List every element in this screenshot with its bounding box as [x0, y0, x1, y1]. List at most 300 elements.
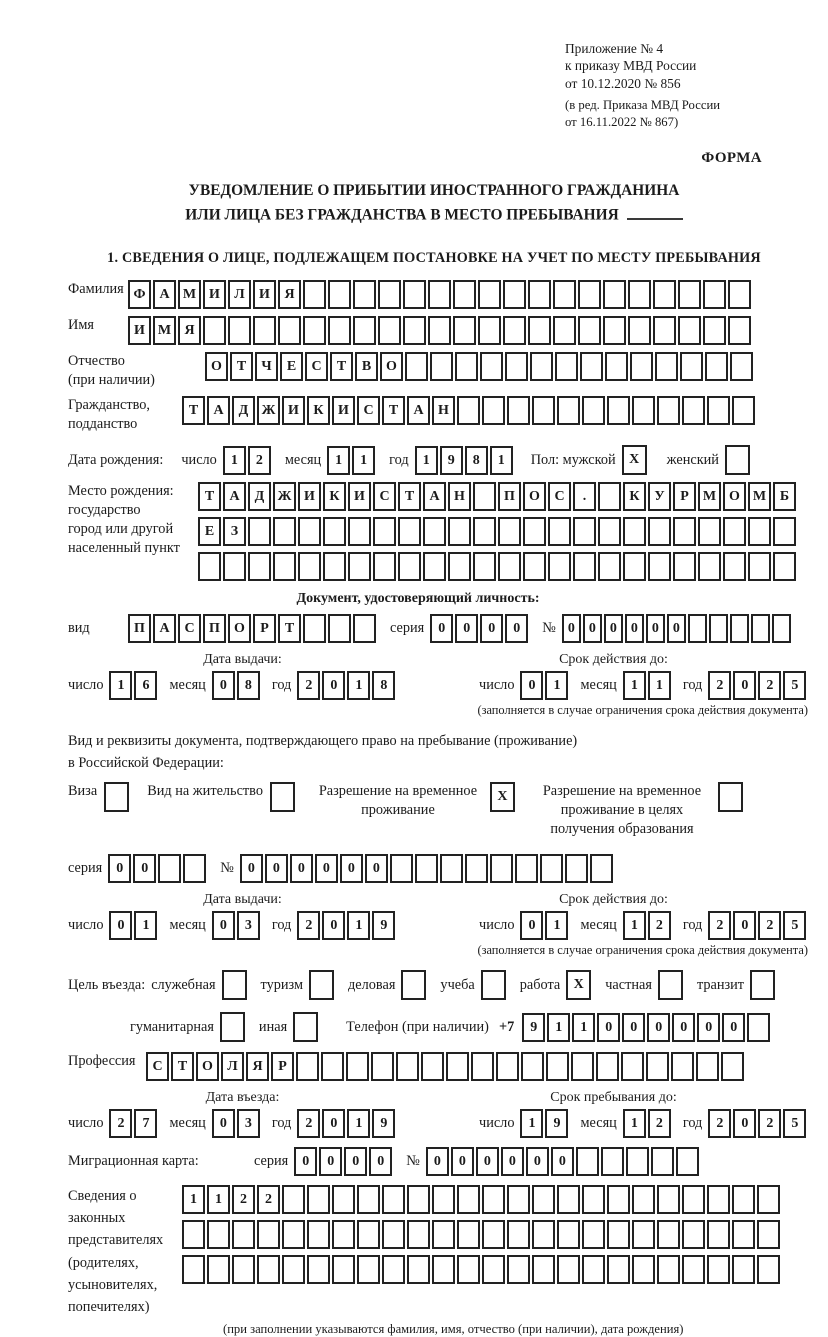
char-box[interactable]: 2: [708, 911, 731, 940]
char-box[interactable]: [398, 552, 421, 581]
char-box[interactable]: И: [253, 280, 276, 309]
char-box[interactable]: 0: [583, 614, 602, 643]
char-box[interactable]: [657, 1185, 680, 1214]
char-box[interactable]: [232, 1220, 255, 1249]
char-box[interactable]: 1: [520, 1109, 543, 1138]
char-box[interactable]: 1: [623, 671, 646, 700]
char-box[interactable]: [328, 316, 351, 345]
char-box[interactable]: [623, 517, 646, 546]
char-box[interactable]: [503, 280, 526, 309]
char-box[interactable]: [182, 1220, 205, 1249]
char-box[interactable]: [607, 1255, 630, 1284]
char-box[interactable]: А: [207, 396, 230, 425]
char-box[interactable]: [303, 614, 326, 643]
char-box[interactable]: 9: [440, 446, 463, 475]
identity-doc-series-boxes[interactable]: [430, 614, 530, 643]
char-box[interactable]: [703, 280, 726, 309]
char-box[interactable]: 9: [522, 1013, 545, 1042]
char-box[interactable]: [678, 316, 701, 345]
char-box[interactable]: [296, 1052, 319, 1081]
char-box[interactable]: [378, 280, 401, 309]
purpose-tourism-checkbox[interactable]: [309, 970, 336, 1000]
char-box[interactable]: 1: [415, 446, 438, 475]
identity-issued-day-boxes[interactable]: [109, 671, 159, 700]
char-box[interactable]: [332, 1185, 355, 1214]
char-box[interactable]: О: [205, 352, 228, 381]
char-box[interactable]: Т: [278, 614, 301, 643]
char-box[interactable]: [773, 517, 796, 546]
char-box[interactable]: 0: [290, 854, 313, 883]
char-box[interactable]: [158, 854, 181, 883]
purpose-humanitarian-checkbox[interactable]: [220, 1012, 247, 1042]
char-box[interactable]: [323, 517, 346, 546]
identity-issued-year-boxes[interactable]: [297, 671, 397, 700]
entry-month-boxes[interactable]: [212, 1109, 262, 1138]
residence-valid-month-boxes[interactable]: [623, 911, 673, 940]
char-box[interactable]: [407, 1255, 430, 1284]
char-box[interactable]: 1: [327, 446, 350, 475]
char-box[interactable]: [382, 1185, 405, 1214]
char-box[interactable]: [603, 280, 626, 309]
char-box[interactable]: С: [146, 1052, 169, 1081]
representatives-row3-boxes[interactable]: [182, 1255, 782, 1284]
char-box[interactable]: 1: [545, 911, 568, 940]
char-box[interactable]: [540, 854, 563, 883]
edu-residence-permit-checkbox[interactable]: [718, 782, 745, 812]
char-box[interactable]: [573, 517, 596, 546]
char-box[interactable]: 1: [182, 1185, 205, 1214]
char-box[interactable]: 0: [319, 1147, 342, 1176]
char-box[interactable]: 7: [134, 1109, 157, 1138]
char-box[interactable]: 3: [237, 1109, 260, 1138]
char-box[interactable]: 0: [476, 1147, 499, 1176]
char-box[interactable]: 1: [109, 671, 132, 700]
char-box[interactable]: [382, 1255, 405, 1284]
char-box[interactable]: [503, 316, 526, 345]
profession-boxes[interactable]: [146, 1052, 746, 1081]
citizenship-boxes[interactable]: [182, 396, 757, 425]
char-box[interactable]: 0: [733, 1109, 756, 1138]
identity-doc-type-boxes[interactable]: [128, 614, 378, 643]
char-box[interactable]: [576, 1147, 599, 1176]
char-box[interactable]: В: [355, 352, 378, 381]
char-box[interactable]: [223, 552, 246, 581]
char-box[interactable]: И: [128, 316, 151, 345]
char-box[interactable]: М: [178, 280, 201, 309]
sex-male-checkbox[interactable]: [622, 445, 649, 475]
char-box[interactable]: [680, 352, 703, 381]
char-box[interactable]: Л: [228, 280, 251, 309]
char-box[interactable]: [607, 396, 630, 425]
char-box[interactable]: 0: [733, 671, 756, 700]
char-box[interactable]: [730, 614, 749, 643]
char-box[interactable]: [182, 1255, 205, 1284]
char-box[interactable]: 0: [501, 1147, 524, 1176]
char-box[interactable]: [772, 614, 791, 643]
char-box[interactable]: С: [178, 614, 201, 643]
char-box[interactable]: [248, 517, 271, 546]
char-box[interactable]: [515, 854, 538, 883]
char-box[interactable]: 0: [369, 1147, 392, 1176]
char-box[interactable]: [658, 970, 683, 1000]
char-box[interactable]: 0: [322, 671, 345, 700]
char-box[interactable]: П: [498, 482, 521, 511]
char-box[interactable]: [303, 280, 326, 309]
char-box[interactable]: [750, 970, 775, 1000]
char-box[interactable]: [530, 352, 553, 381]
char-box[interactable]: [448, 552, 471, 581]
char-box[interactable]: [282, 1185, 305, 1214]
char-box[interactable]: [582, 1255, 605, 1284]
char-box[interactable]: [688, 614, 707, 643]
char-box[interactable]: И: [282, 396, 305, 425]
char-box[interactable]: [270, 782, 295, 812]
char-box[interactable]: 0: [322, 1109, 345, 1138]
char-box[interactable]: 0: [426, 1147, 449, 1176]
char-box[interactable]: [278, 316, 301, 345]
char-box[interactable]: [630, 352, 653, 381]
char-box[interactable]: [653, 280, 676, 309]
char-box[interactable]: [478, 280, 501, 309]
residence-issued-day-boxes[interactable]: [109, 911, 159, 940]
char-box[interactable]: [457, 1185, 480, 1214]
char-box[interactable]: [482, 1185, 505, 1214]
char-box[interactable]: К: [623, 482, 646, 511]
temp-residence-permit-checkbox[interactable]: [490, 782, 517, 812]
char-box[interactable]: [553, 316, 576, 345]
char-box[interactable]: [607, 1185, 630, 1214]
char-box[interactable]: А: [407, 396, 430, 425]
purpose-study-checkbox[interactable]: [481, 970, 508, 1000]
char-box[interactable]: [198, 552, 221, 581]
char-box[interactable]: Ж: [257, 396, 280, 425]
char-box[interactable]: [757, 1185, 780, 1214]
char-box[interactable]: А: [223, 482, 246, 511]
char-box[interactable]: 5: [783, 1109, 806, 1138]
birth-year-boxes[interactable]: [415, 446, 515, 475]
char-box[interactable]: [423, 552, 446, 581]
char-box[interactable]: [557, 1255, 580, 1284]
char-box[interactable]: [598, 517, 621, 546]
char-box[interactable]: 0: [265, 854, 288, 883]
char-box[interactable]: 0: [315, 854, 338, 883]
char-box[interactable]: Н: [448, 482, 471, 511]
char-box[interactable]: 5: [783, 671, 806, 700]
char-box[interactable]: [507, 1185, 530, 1214]
char-box[interactable]: 2: [248, 446, 271, 475]
char-box[interactable]: 1: [347, 1109, 370, 1138]
residence-permit-checkbox[interactable]: [270, 782, 297, 812]
char-box[interactable]: [507, 1220, 530, 1249]
char-box[interactable]: И: [348, 482, 371, 511]
char-box[interactable]: [496, 1052, 519, 1081]
char-box[interactable]: [676, 1147, 699, 1176]
char-box[interactable]: [453, 280, 476, 309]
char-box[interactable]: Д: [232, 396, 255, 425]
char-box[interactable]: У: [648, 482, 671, 511]
char-box[interactable]: [403, 316, 426, 345]
char-box[interactable]: [628, 316, 651, 345]
char-box[interactable]: 1: [648, 671, 671, 700]
char-box[interactable]: [207, 1255, 230, 1284]
char-box[interactable]: [403, 280, 426, 309]
char-box[interactable]: Л: [221, 1052, 244, 1081]
char-box[interactable]: [528, 316, 551, 345]
residence-issued-year-boxes[interactable]: [297, 911, 397, 940]
char-box[interactable]: [430, 352, 453, 381]
char-box[interactable]: С: [548, 482, 571, 511]
identity-valid-day-boxes[interactable]: [520, 671, 570, 700]
char-box[interactable]: [532, 396, 555, 425]
char-box[interactable]: [498, 552, 521, 581]
char-box[interactable]: А: [423, 482, 446, 511]
char-box[interactable]: [382, 1220, 405, 1249]
char-box[interactable]: 0: [455, 614, 478, 643]
char-box[interactable]: [440, 854, 463, 883]
char-box[interactable]: Т: [398, 482, 421, 511]
char-box[interactable]: 2: [708, 671, 731, 700]
char-box[interactable]: [455, 352, 478, 381]
purpose-private-checkbox[interactable]: [658, 970, 685, 1000]
char-box[interactable]: [548, 517, 571, 546]
char-box[interactable]: [548, 552, 571, 581]
char-box[interactable]: [353, 316, 376, 345]
char-box[interactable]: [507, 1255, 530, 1284]
char-box[interactable]: 0: [647, 1013, 670, 1042]
char-box[interactable]: [415, 854, 438, 883]
char-box[interactable]: [648, 517, 671, 546]
char-box[interactable]: [590, 854, 613, 883]
char-box[interactable]: 1: [545, 671, 568, 700]
char-box[interactable]: [605, 352, 628, 381]
char-box[interactable]: [682, 396, 705, 425]
char-box[interactable]: [582, 396, 605, 425]
char-box[interactable]: .: [573, 482, 596, 511]
char-box[interactable]: П: [203, 614, 226, 643]
char-box[interactable]: [523, 552, 546, 581]
char-box[interactable]: [498, 517, 521, 546]
char-box[interactable]: 0: [340, 854, 363, 883]
char-box[interactable]: [298, 552, 321, 581]
representatives-row1-boxes[interactable]: [182, 1185, 782, 1214]
char-box[interactable]: [673, 552, 696, 581]
char-box[interactable]: [703, 316, 726, 345]
char-box[interactable]: [698, 517, 721, 546]
char-box[interactable]: [348, 552, 371, 581]
char-box[interactable]: [428, 280, 451, 309]
char-box[interactable]: 0: [109, 911, 132, 940]
char-box[interactable]: 0: [430, 614, 453, 643]
char-box[interactable]: [573, 552, 596, 581]
char-box[interactable]: [232, 1255, 255, 1284]
char-box[interactable]: 0: [672, 1013, 695, 1042]
char-box[interactable]: [553, 280, 576, 309]
char-box[interactable]: 0: [133, 854, 156, 883]
char-box[interactable]: 1: [223, 446, 246, 475]
char-box[interactable]: 1: [207, 1185, 230, 1214]
char-box[interactable]: 1: [347, 671, 370, 700]
char-box[interactable]: [282, 1220, 305, 1249]
char-box[interactable]: Б: [773, 482, 796, 511]
char-box[interactable]: [671, 1052, 694, 1081]
char-box[interactable]: [257, 1220, 280, 1249]
char-box[interactable]: [721, 1052, 744, 1081]
char-box[interactable]: 0: [240, 854, 263, 883]
char-box[interactable]: О: [380, 352, 403, 381]
purpose-official-checkbox[interactable]: [222, 970, 249, 1000]
char-box[interactable]: М: [698, 482, 721, 511]
char-box[interactable]: С: [305, 352, 328, 381]
char-box[interactable]: [632, 1185, 655, 1214]
char-box[interactable]: [632, 1255, 655, 1284]
char-box[interactable]: [653, 316, 676, 345]
char-box[interactable]: [705, 352, 728, 381]
char-box[interactable]: Р: [271, 1052, 294, 1081]
birthplace-row2-boxes[interactable]: [198, 517, 798, 546]
char-box[interactable]: [307, 1255, 330, 1284]
char-box[interactable]: [104, 782, 129, 812]
char-box[interactable]: [303, 316, 326, 345]
char-box[interactable]: [707, 1220, 730, 1249]
char-box[interactable]: [348, 517, 371, 546]
char-box[interactable]: [457, 1220, 480, 1249]
char-box[interactable]: 0: [344, 1147, 367, 1176]
char-box[interactable]: [220, 1012, 245, 1042]
char-box[interactable]: [346, 1052, 369, 1081]
char-box[interactable]: 1: [623, 1109, 646, 1138]
char-box[interactable]: [328, 614, 351, 643]
char-box[interactable]: [309, 970, 334, 1000]
char-box[interactable]: Ф: [128, 280, 151, 309]
char-box[interactable]: 0: [505, 614, 528, 643]
char-box[interactable]: 1: [623, 911, 646, 940]
char-box[interactable]: X: [566, 970, 591, 1000]
char-box[interactable]: П: [128, 614, 151, 643]
char-box[interactable]: [321, 1052, 344, 1081]
char-box[interactable]: [446, 1052, 469, 1081]
char-box[interactable]: Я: [278, 280, 301, 309]
identity-valid-month-boxes[interactable]: [623, 671, 673, 700]
visa-checkbox[interactable]: [104, 782, 131, 812]
char-box[interactable]: [747, 1013, 770, 1042]
char-box[interactable]: Т: [330, 352, 353, 381]
char-box[interactable]: 0: [451, 1147, 474, 1176]
char-box[interactable]: [398, 517, 421, 546]
char-box[interactable]: Ж: [273, 482, 296, 511]
char-box[interactable]: [482, 1220, 505, 1249]
char-box[interactable]: [453, 316, 476, 345]
char-box[interactable]: 8: [372, 671, 395, 700]
char-box[interactable]: [757, 1255, 780, 1284]
char-box[interactable]: К: [307, 396, 330, 425]
char-box[interactable]: [323, 552, 346, 581]
char-box[interactable]: [521, 1052, 544, 1081]
char-box[interactable]: [557, 1220, 580, 1249]
char-box[interactable]: [603, 316, 626, 345]
phone-boxes[interactable]: [522, 1013, 772, 1042]
char-box[interactable]: [628, 280, 651, 309]
char-box[interactable]: 0: [526, 1147, 549, 1176]
char-box[interactable]: [257, 1255, 280, 1284]
char-box[interactable]: Д: [248, 482, 271, 511]
char-box[interactable]: [373, 552, 396, 581]
char-box[interactable]: 0: [520, 911, 543, 940]
char-box[interactable]: [428, 316, 451, 345]
char-box[interactable]: И: [298, 482, 321, 511]
char-box[interactable]: 0: [365, 854, 388, 883]
residence-series-boxes[interactable]: [108, 854, 208, 883]
char-box[interactable]: И: [332, 396, 355, 425]
char-box[interactable]: [222, 970, 247, 1000]
char-box[interactable]: [505, 352, 528, 381]
char-box[interactable]: 1: [352, 446, 375, 475]
purpose-work-checkbox[interactable]: [566, 970, 593, 1000]
char-box[interactable]: [457, 396, 480, 425]
char-box[interactable]: 0: [322, 911, 345, 940]
char-box[interactable]: 0: [697, 1013, 720, 1042]
char-box[interactable]: [748, 517, 771, 546]
char-box[interactable]: 9: [545, 1109, 568, 1138]
purpose-other-checkbox[interactable]: [293, 1012, 320, 1042]
char-box[interactable]: [557, 396, 580, 425]
char-box[interactable]: 0: [294, 1147, 317, 1176]
char-box[interactable]: [421, 1052, 444, 1081]
char-box[interactable]: [582, 1185, 605, 1214]
char-box[interactable]: 0: [562, 614, 581, 643]
char-box[interactable]: [598, 482, 621, 511]
residence-valid-day-boxes[interactable]: [520, 911, 570, 940]
char-box[interactable]: С: [373, 482, 396, 511]
char-box[interactable]: [432, 1185, 455, 1214]
char-box[interactable]: [532, 1255, 555, 1284]
char-box[interactable]: 2: [297, 1109, 320, 1138]
char-box[interactable]: [371, 1052, 394, 1081]
char-box[interactable]: Е: [280, 352, 303, 381]
char-box[interactable]: 0: [212, 1109, 235, 1138]
entry-year-boxes[interactable]: [297, 1109, 397, 1138]
char-box[interactable]: 3: [237, 911, 260, 940]
birthplace-row3-boxes[interactable]: [198, 552, 798, 581]
char-box[interactable]: [751, 614, 770, 643]
char-box[interactable]: 2: [297, 911, 320, 940]
char-box[interactable]: [707, 1255, 730, 1284]
char-box[interactable]: [298, 517, 321, 546]
char-box[interactable]: [478, 316, 501, 345]
char-box[interactable]: [528, 280, 551, 309]
char-box[interactable]: 2: [758, 911, 781, 940]
char-box[interactable]: [601, 1147, 624, 1176]
identity-doc-number-boxes[interactable]: [562, 614, 793, 643]
char-box[interactable]: 1: [547, 1013, 570, 1042]
char-box[interactable]: Т: [182, 396, 205, 425]
char-box[interactable]: 0: [520, 671, 543, 700]
char-box[interactable]: [471, 1052, 494, 1081]
char-box[interactable]: 9: [372, 1109, 395, 1138]
stay-year-boxes[interactable]: [708, 1109, 808, 1138]
identity-issued-month-boxes[interactable]: [212, 671, 262, 700]
char-box[interactable]: [607, 1220, 630, 1249]
char-box[interactable]: 2: [758, 1109, 781, 1138]
char-box[interactable]: З: [223, 517, 246, 546]
char-box[interactable]: [718, 782, 743, 812]
char-box[interactable]: [432, 1255, 455, 1284]
patronymic-boxes[interactable]: [205, 352, 755, 381]
char-box[interactable]: 0: [108, 854, 131, 883]
char-box[interactable]: [357, 1255, 380, 1284]
char-box[interactable]: О: [196, 1052, 219, 1081]
char-box[interactable]: [596, 1052, 619, 1081]
char-box[interactable]: [328, 280, 351, 309]
